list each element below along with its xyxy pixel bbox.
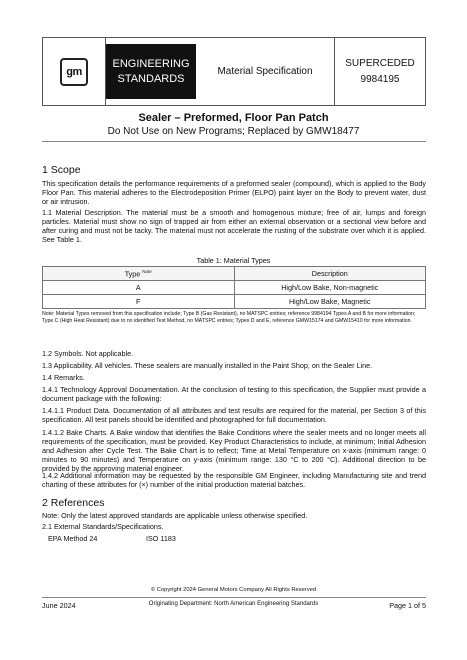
footer-department: Originating Department: North American Engineering Standards (148, 601, 319, 607)
reference-item: ISO 1183 (146, 534, 176, 543)
standards-line-2: STANDARDS (117, 72, 185, 85)
status-cell (335, 38, 425, 105)
reference-item: EPA Method 24 (48, 534, 98, 543)
table-row (43, 281, 426, 295)
description-column-header: Description (234, 267, 426, 281)
paragraph-1-4-2: 1.4.2 Additional information may be requested by the responsible GM Engineer, including Manufacturing site and trend charting of these attributes for (×) number of the initial production material batches. (42, 471, 426, 489)
document-title: Sealer – Preformed, Floor Pan Patch (138, 112, 329, 124)
section-1-heading: 1 Scope (42, 164, 81, 176)
footer-date: June 2024 (42, 601, 76, 610)
divider (42, 141, 426, 142)
table-row (43, 295, 426, 309)
doc-number: 9984195 (360, 73, 400, 85)
standards-line-1: ENGINEERING (112, 57, 190, 70)
logo-cell (43, 38, 106, 105)
type-header-note: Note (142, 268, 152, 274)
status-label: SUPERCEDED (345, 57, 415, 69)
table-note: Note: Material Types removed from this specification include; Type B (Gas Resistant), no MATSPC entries; reference 9984194 Types A and B for more information; Type C (High Heat Resistant) due to no identified Test Method, no MATSPC entries; Types D and E, reference GMW15174 and GMW15410 for more information. (42, 311, 416, 324)
type-column-header (43, 267, 235, 281)
page-number: Page 1 of 5 (389, 601, 426, 610)
section-2-heading: 2 References (42, 497, 105, 509)
paragraph-1-4: 1.4 Remarks. (42, 373, 85, 382)
spec-type: Material Specification (196, 38, 335, 105)
engineering-standards-badge (106, 44, 196, 99)
external-standards-heading: 2.1 External Standards/Specifications. (42, 522, 164, 531)
table-header-row (43, 267, 426, 281)
references-note: Note: Only the latest approved standards are applicable unless otherwise specified. (42, 511, 308, 520)
document-header (42, 37, 426, 106)
paragraph-1-4-1-2: 1.4.1.2 Bake Charts. A Bake window that identifies the Bake Conditions where the sealer meets and no longer meets all requirements of the specification, must be provided. Key Product Characteristics to include, at minimum; Initial Adhesion and Adhesion after Cycle Test. The Bake Chart is to reflect; Time at Metal Temperature on x-axis (minimum range: 0 minutes to 90 minutes) and Temperature on y-axis (minimum range: 130 °C to 200 °C). Additional direction to be provided by the approving material engineer. (42, 428, 426, 473)
scope-paragraph: This specification details the performance requirements of a preformed sealer (compound), which is applied to the Body Floor Pan. This material adheres to the Electrodeposition Primer (ELPO) paint layer on the Body to prevent water, dust or air intrusion. (42, 179, 426, 206)
type-header-text: Type (124, 269, 141, 279)
paragraph-1-4-1: 1.4.1 Technology Approval Documentation. At the conclusion of testing to this specification, the Supplier must provide a document package with the following: (42, 385, 426, 403)
type-cell: F (43, 295, 235, 309)
paragraph-1-4-1-1: 1.4.1.1 Product Data. Documentation of all attributes and test results are required for the material, per Section 3 of this specification. All test panels should be identified and photographed for full documentation. (42, 406, 426, 424)
paragraph-1-2: 1.2 Symbols. Not applicable. (42, 349, 134, 358)
description-cell: High/Low Bake, Non-magnetic (234, 281, 426, 295)
footer-divider (42, 597, 426, 598)
paragraph-1-3: 1.3 Applicability. All vehicles. These sealers are manually installed in the Paint Shop, on the Sealer Line. (42, 361, 373, 370)
material-description: 1.1 Material Description. The material must be a smooth and homogenous mixture; free of air, lumps and foreign particles. Material must show no sign of trapped air from either an external observation or a sectional view before and after curing and must not be tacky. The material must not accelerate the rusting of the substrate over which it is applied. See Table 1. (42, 208, 426, 244)
description-cell: High/Low Bake, Magnetic (234, 295, 426, 309)
type-cell: A (43, 281, 235, 295)
table-caption: Table 1: Material Types (196, 256, 271, 265)
copyright: © Copyright 2024 General Motors Company All Rights Reserved (150, 587, 317, 593)
gm-logo: gm (60, 58, 88, 86)
document-subtitle: Do Not Use on New Programs; Replaced by GMW18477 (107, 126, 360, 137)
material-types-table (42, 266, 426, 309)
